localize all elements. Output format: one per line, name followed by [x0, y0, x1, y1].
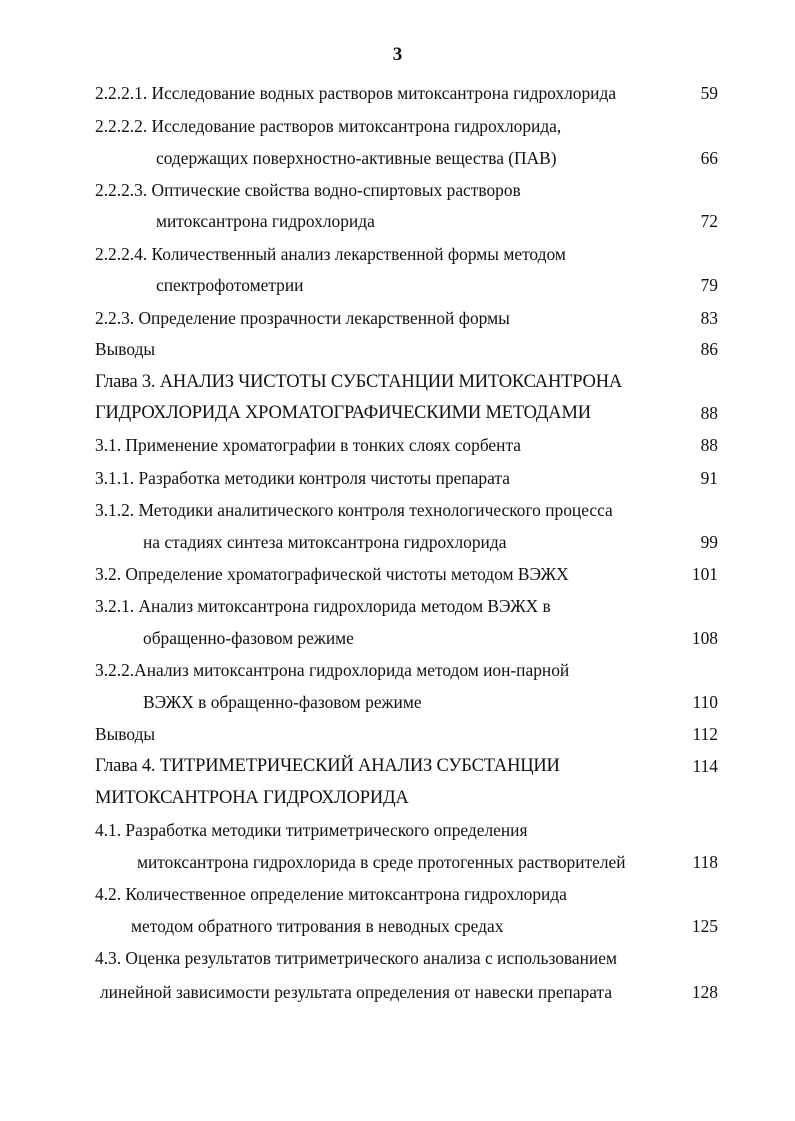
toc-entry: [0, 208, 795, 234]
toc-entry-title: 3.2.2.Анализ митоксантрона гидрохлорида методом ион-парной: [95, 660, 570, 680]
toc-entry-page: 79: [700, 275, 718, 295]
toc-entry-title: 4.3. Оценка результатов титриметрического анализа с использованием: [95, 948, 617, 968]
toc-entry-page: 86: [700, 339, 718, 359]
toc-entry: [0, 561, 795, 587]
toc-entry-title: 3.1.1. Разработка методики контроля чистоты препарата: [95, 468, 510, 488]
toc-entry-page: 91: [700, 468, 718, 488]
toc-entry-title: 4.1. Разработка методики титриметрического определения: [95, 820, 528, 840]
toc-entry-title: на стадиях синтеза митоксантрона гидрохлорида: [143, 532, 507, 552]
toc-entry: [0, 913, 795, 939]
toc-entry-title: ГИДРОХЛОРИДА ХРОМАТОГРАФИЧЕСКИМИ МЕТОДАМИ: [95, 403, 591, 423]
page-number: 3: [392, 44, 403, 65]
toc-entry-title: методом обратного титрования в неводных средах: [131, 916, 504, 936]
toc-entry-page: 101: [691, 564, 718, 584]
toc-entry: [0, 305, 795, 331]
toc-entry: [0, 817, 795, 843]
toc-entry-title: митоксантрона гидрохлорида в среде протогенных растворителей: [137, 852, 626, 872]
toc-entry-title: 3.1. Применение хроматографии в тонких слоях сорбента: [95, 435, 521, 455]
toc-entry-title: 2.2.2.2. Исследование растворов митоксантрона гидрохлорида,: [95, 116, 562, 136]
toc-chapter-entry: [0, 785, 795, 811]
toc-chapter-entry: [0, 753, 795, 779]
toc-entry-title: спектрофотометрии: [156, 275, 304, 295]
toc-entry: [0, 529, 795, 555]
toc-entry: [0, 80, 795, 106]
toc-entry-page: 128: [691, 982, 718, 1002]
toc-entry-title: МИТОКСАНТРОНА ГИДРОХЛОРИДА: [95, 788, 409, 808]
toc-entry-page: 118: [692, 852, 718, 872]
toc-entry: [0, 465, 795, 491]
toc-entry-page: 88: [700, 403, 718, 423]
toc-entry-page: 112: [692, 724, 718, 744]
toc-entry: [0, 177, 795, 203]
toc-entry-title: 2.2.2.3. Оптические свойства водно-спиртовых растворов: [95, 180, 521, 200]
toc-entry-title: линейной зависимости результата определения от навески препарата: [100, 982, 613, 1002]
toc-entry-title: 3.1.2. Методики аналитического контроля технологического процесса: [95, 500, 613, 520]
toc-entry-page: 72: [700, 211, 718, 231]
toc-entry: [0, 945, 795, 971]
toc-entry: [0, 241, 795, 267]
toc-entry-title: Выводы: [95, 724, 156, 744]
toc-entry: [0, 113, 795, 139]
toc-entry-page: 83: [700, 308, 718, 328]
toc-entry: [0, 497, 795, 523]
toc-entry: [0, 881, 795, 907]
toc-entry: [0, 432, 795, 458]
toc-entry-title: 2.2.3. Определение прозрачности лекарственной формы: [95, 308, 510, 328]
toc-entry: [0, 145, 795, 171]
toc-entry-title: митоксантрона гидрохлорида: [156, 211, 375, 231]
toc-entry-title: 2.2.2.1. Исследование водных растворов митоксантрона гидрохлорида: [95, 83, 617, 103]
toc-entry-title: 2.2.2.4. Количественный анализ лекарственной формы методом: [95, 244, 566, 264]
toc-entry-title: Глава 4. ТИТРИМЕТРИЧЕСКИЙ АНАЛИЗ СУБСТАНЦИИ: [95, 756, 560, 776]
toc-entry-title: содержащих поверхностно-активные вещества (ПАВ): [156, 148, 557, 168]
toc-entry-page: 125: [691, 916, 718, 936]
toc-entry-title: 3.2.1. Анализ митоксантрона гидрохлорида методом ВЭЖХ в: [95, 596, 551, 616]
toc-entry-title: ВЭЖХ в обращенно-фазовом режиме: [143, 692, 422, 712]
toc-chapter-entry: [0, 369, 795, 395]
toc-entry-page: 110: [692, 692, 718, 712]
toc-entry: [0, 849, 795, 875]
toc-entry: [0, 721, 795, 747]
toc-entry-page: 66: [700, 148, 718, 168]
toc-entry: [0, 593, 795, 619]
toc-entry-title: 4.2. Количественное определение митоксантрона гидрохлорида: [95, 884, 567, 904]
toc-entry-page: 59: [700, 83, 718, 103]
toc-entry: [0, 625, 795, 651]
toc-entry: [0, 657, 795, 683]
toc-entry-page: 108: [691, 628, 718, 648]
toc-entry-title: 3.2. Определение хроматографической чистоты методом ВЭЖХ: [95, 564, 569, 584]
toc-entry-title: обращенно-фазовом режиме: [143, 628, 354, 648]
toc-chapter-entry: [0, 400, 795, 426]
toc-entry-page: 88: [700, 435, 718, 455]
toc-entry-title: Глава 3. АНАЛИЗ ЧИСТОТЫ СУБСТАНЦИИ МИТОКСАНТРОНА: [95, 372, 623, 392]
toc-entry: [0, 689, 795, 715]
toc-entry: [0, 272, 795, 298]
toc-entry-title: Выводы: [95, 339, 156, 359]
toc-entry: [0, 979, 795, 1005]
toc-entry-page: 114: [692, 756, 718, 776]
toc-entry: [0, 336, 795, 362]
toc-entry-page: 99: [700, 532, 718, 552]
